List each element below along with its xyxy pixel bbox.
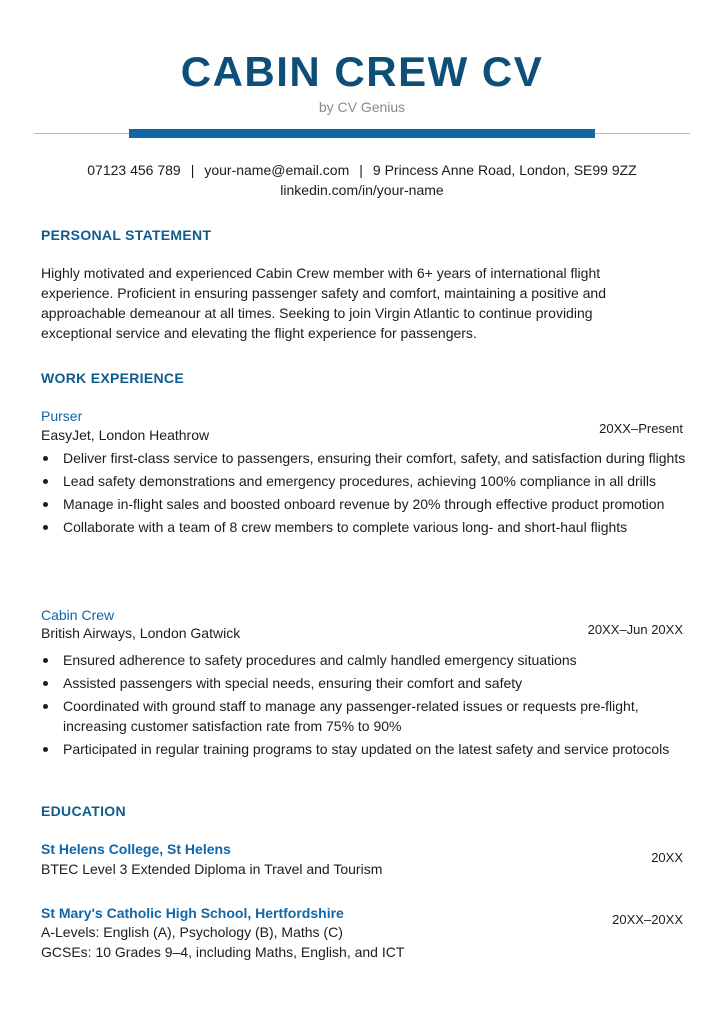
job-bullet: Ensured adherence to safety procedures and calmly handled emergency situations	[41, 650, 686, 670]
job-dates: 20XX–Jun 20XX	[587, 622, 683, 637]
job-bullet: Coordinated with ground staff to manage any passenger-related issues or requests pre-flight, increasing customer satisfaction rate from 75% to 90%	[41, 696, 686, 736]
education-school: St Mary's Catholic High School, Hertfordshire	[41, 905, 344, 921]
job-bullet: Manage in-flight sales and boosted onboard revenue by 20% through effective product promotion	[41, 494, 686, 514]
contact-block	[0, 160, 724, 200]
work-experience-heading: WORK EXPERIENCE	[41, 370, 184, 386]
contact-address: 9 Princess Anne Road, London, SE99 9ZZ	[372, 162, 637, 178]
contact-linkedin[interactable]: linkedin.com/in/your-name	[280, 182, 444, 198]
cv-title: CABIN CREW CV	[180, 48, 544, 95]
job-bullet: Deliver first-class service to passengers, ensuring their comfort, safety, and satisfaction during flights	[41, 448, 686, 468]
education-detail: A-Levels: English (A), Psychology (B), Maths (C)	[41, 924, 343, 940]
job-company: EasyJet, London Heathrow	[41, 427, 210, 443]
education-detail: BTEC Level 3 Extended Diploma in Travel and Tourism	[41, 861, 383, 877]
contact-separator: |	[359, 162, 363, 178]
job-dates: 20XX–Present	[599, 421, 683, 436]
personal-statement-text: Highly motivated and experienced Cabin Crew member with 6+ years of international flight experience. Proficient in ensuring passenger safety and comfort, maintaining a positive and approachable demeanour at all times. Seeking to join Virgin Atlantic to continue providing exceptional service and elevating the flight experience for passengers.	[41, 265, 606, 341]
job-title: Cabin Crew	[41, 607, 115, 623]
job-bullets	[41, 448, 686, 540]
cv-byline: by CV Genius	[318, 99, 406, 115]
contact-separator: |	[190, 162, 195, 178]
education-school: St Helens College, St Helens	[41, 841, 231, 857]
job-bullet: Collaborate with a team of 8 crew members to complete various long- and short-haul flights	[41, 517, 686, 537]
contact-phone[interactable]: 07123 456 789	[87, 162, 181, 178]
education-heading: EDUCATION	[41, 803, 126, 819]
job-bullet: Lead safety demonstrations and emergency procedures, achieving 100% compliance in all drills	[41, 471, 686, 491]
job-bullet: Participated in regular training programs to stay updated on the latest safety and service protocols	[41, 739, 686, 759]
education-dates: 20XX	[651, 850, 683, 865]
contact-line-1	[0, 160, 724, 180]
education-dates: 20XX–20XX	[612, 912, 683, 927]
personal-statement-heading: PERSONAL STATEMENT	[41, 227, 212, 243]
contact-email[interactable]: your-name@email.com	[204, 162, 350, 178]
job-bullet: Assisted passengers with special needs, ensuring their comfort and safety	[41, 673, 686, 693]
job-bullets	[41, 650, 686, 762]
header-divider-accent	[129, 129, 595, 138]
education-detail: GCSEs: 10 Grades 9–4, including Maths, English, and ICT	[41, 944, 405, 960]
job-company: British Airways, London Gatwick	[41, 625, 241, 641]
job-title: Purser	[41, 408, 83, 424]
